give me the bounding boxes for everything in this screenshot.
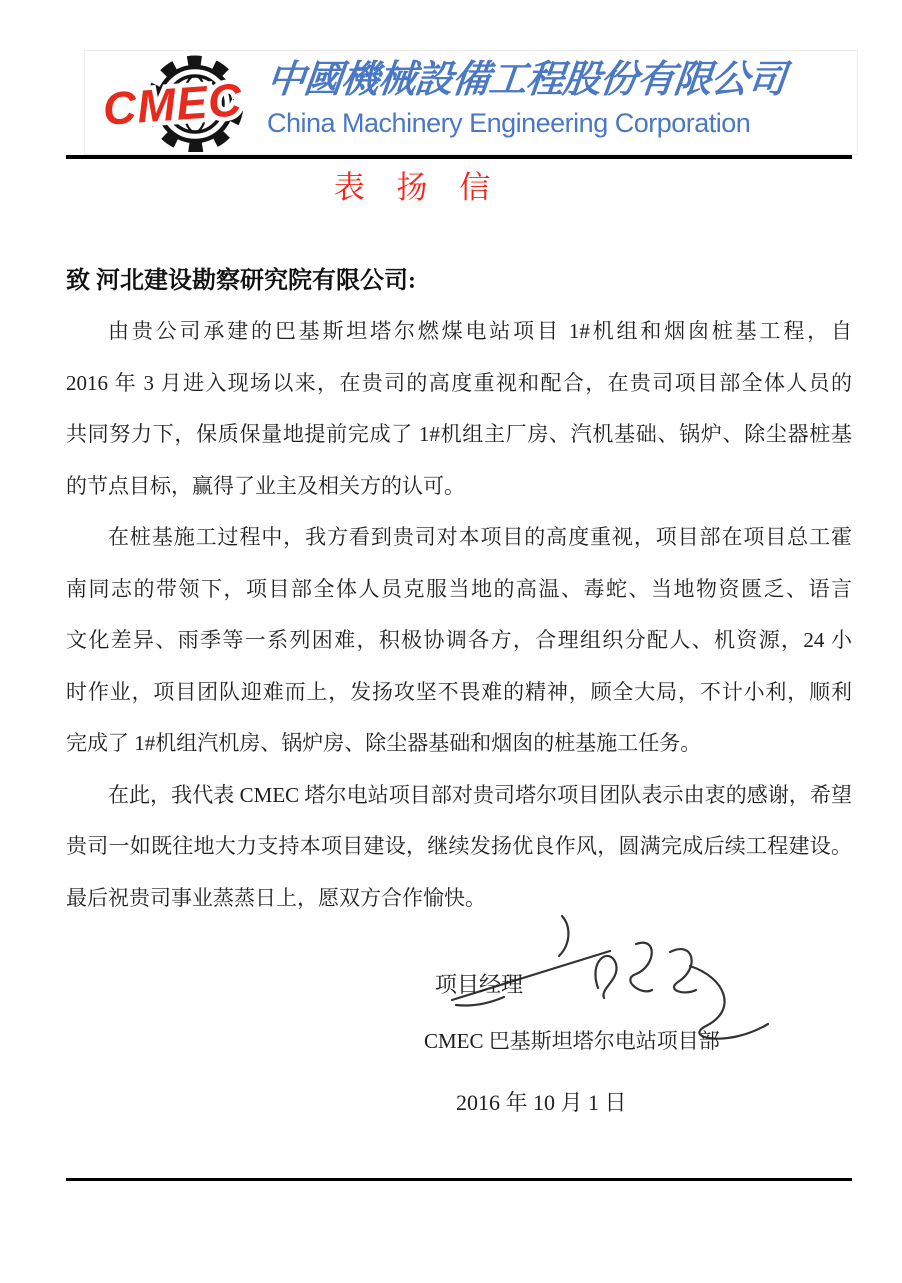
signer-organization: CMEC 巴基斯坦塔尔电站项目部 [424,1029,720,1053]
body-line: 最后祝贵司事业蒸蒸日上，愿双方合作愉快。 [66,885,486,910]
body-line: 完成了 1#机组汽机房、锅炉房、除尘器基础和烟囱的桩基施工任务。 [66,731,702,755]
cmec-gear-logo [87,52,265,152]
letter-date: 2016 年 10 月 1 日 [456,1090,627,1115]
body-line: 2016 年 3 月进入现场以来，在贵司的高度重视和配合，在贵司项目部全体人员的 [66,370,852,395]
signer-role: 项目经理 [435,972,524,997]
body-line: 的节点目标，赢得了业主及相关方的认可。 [66,473,465,498]
body-line: 由贵公司承建的巴基斯坦塔尔燃煤电站项目 1#机组和烟囱桩基工程，自 [108,319,852,343]
letter-title: 表 扬 信 [333,170,503,205]
body-line: 在桩基施工过程中，我方看到贵司对本项目的高度重视，项目部在项目总工霍 [108,525,852,549]
header-divider-line [66,155,852,159]
body-line: 文化差异、雨季等一系列困难，积极协调各方，合理组织分配人、机资源，24 小 [66,628,852,652]
body-line: 共同努力下，保质保量地提前完成了 1#机组主厂房、汽机基础、锅炉、除尘器桩基 [66,422,852,446]
body-line: 贵司一如既往地大力支持本项目建设，继续发扬优良作风，圆满完成后续工程建设。 [66,834,852,858]
company-name-english: China Machinery Engineering Corporation [267,108,751,138]
letter-body [66,306,852,924]
body-line: 在此，我代表 CMEC 塔尔电站项目部对贵司塔尔项目团队表示由衷的感谢，希望 [108,782,852,807]
body-line: 时作业，项目团队迎难而上，发扬攻坚不畏难的精神，顾全大局，不计小利，顺利 [66,679,852,704]
body-line: 南同志的带领下，项目部全体人员克服当地的高温、毒蛇、当地物资匮乏、语言 [66,576,852,601]
cmec-logo-text: CMEC [101,73,244,135]
recipient-line: 致 河北建设勘察研究院有限公司: [66,268,416,294]
company-name-chinese: 中國機械設備工程股份有限公司 [264,59,788,101]
footer-divider-line [66,1178,852,1181]
letterhead [84,50,858,155]
